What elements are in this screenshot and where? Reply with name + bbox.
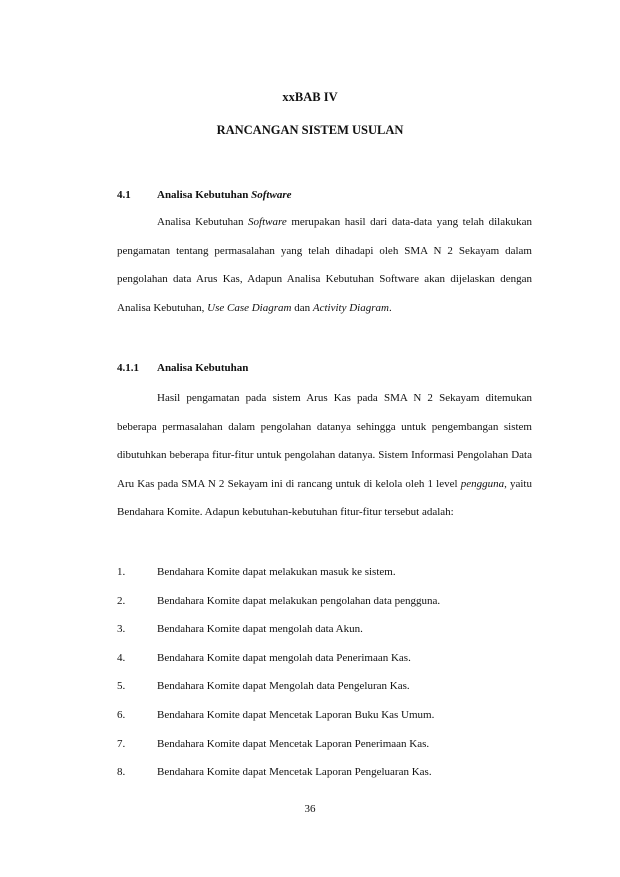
section-title: Analisa Kebutuhan [157, 189, 252, 201]
list-number: 8. [117, 766, 126, 779]
para1-italic-software: Software [248, 216, 287, 228]
list-number: 1. [117, 566, 126, 578]
page-number: 36 [304, 803, 316, 815]
section-heading-4-1-1 [117, 362, 248, 374]
list-number: 4. [117, 651, 126, 664]
list-item [117, 615, 532, 644]
chapter-label: xxBAB IV [282, 90, 338, 104]
section-number: 4.1 [117, 189, 131, 201]
list-number: 3. [117, 623, 126, 636]
list-text: Bendahara Komite dapat Mengolah data Pengeluran Kas. [157, 680, 410, 693]
para1-text-3: dan [291, 301, 313, 314]
subsection-number: 4.1.1 [117, 362, 139, 374]
list-text: Bendahara Komite dapat Mencetak Laporan Penerimaan Kas. [157, 737, 430, 750]
para2-text-1: Hasil pengamatan pada sistem Arus Kas pada SMA N 2 Sekayam ditemukan beberapa permasalahan dalam pengolahan datanya sehingga untuk pengembangan sistem dibutuhkan beberapa fitur-fitur untuk pengolahan datanya. Sistem Informasi Pengolahan Data Aru Kas pada SMA N 2 Sekayam ini di rancang untuk di kelola oleh 1 level [117, 392, 532, 490]
section-heading-4-1 [117, 189, 292, 201]
paragraph-analisa-kebutuhan-software [117, 208, 532, 322]
list-number: 6. [117, 708, 126, 721]
list-item [117, 587, 532, 616]
list-number: 2. [117, 594, 126, 607]
list-item [117, 701, 532, 730]
para1-text-2: merupakan hasil dari data-data yang telah dilakukan pengamatan tentang permasalahan yang telah dihadapi oleh SMA N 2 Sekayam dalam pengolahan data Arus Kas, Adapun Analisa Kebutuhan Software akan dijelaskan dengan Analisa Kebutuhan, [117, 216, 532, 314]
list-item [117, 758, 532, 787]
chapter-title: RANCANGAN SISTEM USULAN [216, 123, 404, 137]
list-text: Bendahara Komite dapat Mencetak Laporan Buku Kas Umum. [157, 708, 435, 721]
requirements-list [117, 558, 532, 787]
section-title-italic: Software [251, 189, 292, 201]
list-item [117, 730, 532, 759]
para1-text-1: Analisa Kebutuhan [157, 216, 249, 228]
para1-italic-use-case: Use Case Diagram [207, 301, 292, 314]
para2-text-2: , yaitu Bendahara Komite. Adapun kebutuhan-kebutuhan fitur-fitur tersebut adalah: [117, 477, 532, 519]
list-text: Bendahara Komite dapat mengolah data Akun. [157, 623, 363, 636]
list-number: 5. [117, 680, 126, 693]
list-item [117, 672, 532, 701]
para2-italic-pengguna: pengguna [460, 477, 505, 490]
subsection-title: Analisa Kebutuhan [157, 362, 249, 374]
para1-text-4: . [388, 301, 392, 314]
list-text: Bendahara Komite dapat melakukan masuk ke sistem. [157, 566, 396, 578]
list-text: Bendahara Komite dapat mengolah data Penerimaan Kas. [157, 651, 411, 664]
list-text: Bendahara Komite dapat melakukan pengolahan data pengguna. [157, 594, 441, 607]
paragraph-analisa-kebutuhan [117, 384, 532, 527]
list-item [117, 558, 532, 587]
list-number: 7. [117, 737, 126, 750]
list-item [117, 644, 532, 673]
para1-italic-activity: Activity Diagram [312, 301, 389, 314]
list-text: Bendahara Komite dapat Mencetak Laporan Pengeluaran Kas. [157, 766, 432, 779]
